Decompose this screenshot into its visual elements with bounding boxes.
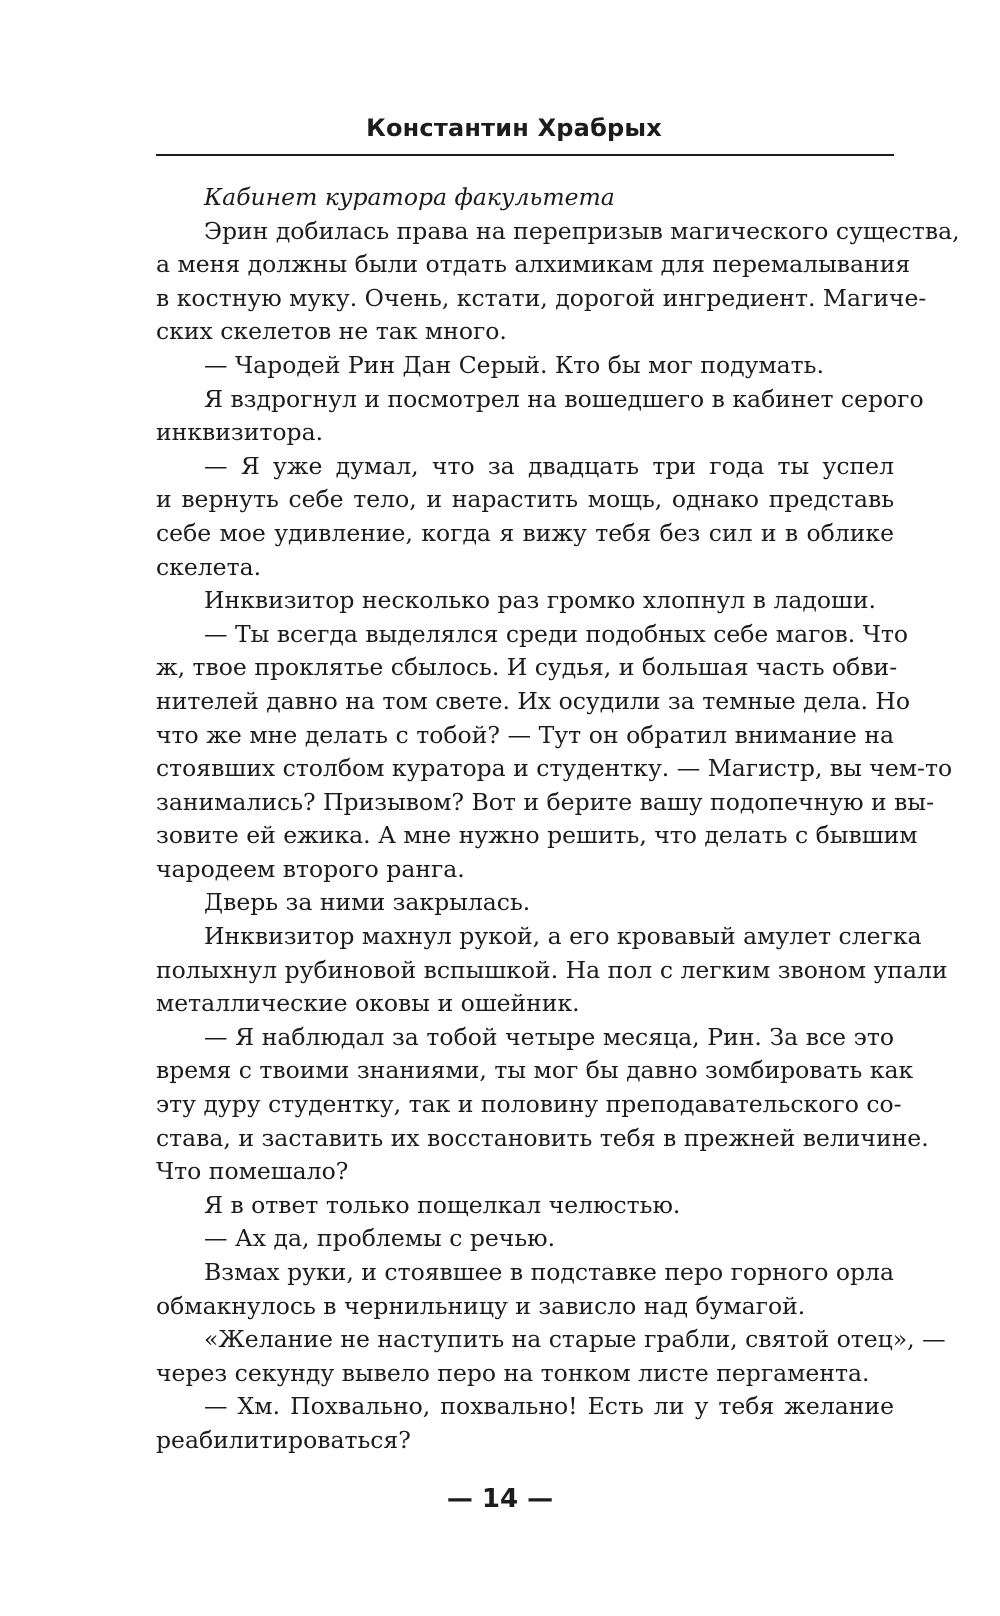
- text-line: что же мне делать с тобой? — Тут он обратил внимание на: [156, 720, 894, 749]
- running-header: [156, 110, 894, 156]
- text-line: Я вздрогнул и посмотрел на вошедшего в кабинет серого: [204, 384, 924, 413]
- text-line: через секунду вывело перо на тонком листе пергамента.: [156, 1358, 870, 1387]
- text-line: время с твоими знаниями, ты мог бы давно зомбировать как: [156, 1056, 914, 1085]
- text-line: Дверь за ними закрылась.: [204, 888, 531, 917]
- text-line: — Хм. Похвально, похвально! Есть ли у тебя желание: [204, 1392, 894, 1421]
- text-line: скелета.: [156, 552, 262, 581]
- text-line: чародеем второго ранга.: [156, 854, 465, 883]
- text-line: полыхнул рубиновой вспышкой. На пол с легким звоном упали: [156, 955, 948, 984]
- text-line: — Ах да, проблемы с речью.: [204, 1224, 556, 1253]
- text-line: а меня должны были отдать алхимикам для перемалывания: [156, 250, 911, 279]
- text-line: — Я наблюдал за тобой четыре месяца, Рин. За все это: [204, 1022, 894, 1051]
- author-name: Константин Храбрых: [366, 114, 662, 142]
- text-line: эту дуру студентку, так и половину преподавательского со-: [156, 1090, 902, 1119]
- text-line: — Чародей Рин Дан Серый. Кто бы мог подумать.: [204, 350, 824, 379]
- text-line: Эрин добилась права на перепризыв магического существа,: [204, 216, 960, 245]
- text-line: инквизитора.: [156, 418, 324, 447]
- text-line: и вернуть себе тело, и нарастить мощь, однако представь: [156, 485, 894, 514]
- text-line: ж, твое проклятье сбылось. И судья, и большая часть обви-: [156, 653, 898, 682]
- text-line: зовите ей ежика. А мне нужно решить, что делать с бывшим: [156, 821, 918, 850]
- text-line: металлические оковы и ошейник.: [156, 989, 580, 1018]
- page-number: — 14 —: [446, 1484, 554, 1514]
- text-line: занимались? Призывом? Вот и берите вашу подопечную и вы-: [156, 787, 935, 816]
- text-line: — Я уже думал, что за двадцать три года ты успел: [204, 451, 894, 480]
- text-line: ских скелетов не так много.: [156, 317, 507, 346]
- text-line: Что помешало?: [156, 1157, 349, 1186]
- text-line: стоявших столбом куратора и студентку. — Магистр, вы чем-то: [156, 754, 953, 783]
- text-line: Инквизитор махнул рукой, а его кровавый амулет слегка: [204, 922, 922, 951]
- text-line: себе мое удивление, когда я вижу тебя без сил и в облике: [156, 518, 894, 547]
- text-line: става, и заставить их восстановить тебя в прежней величине.: [156, 1123, 929, 1152]
- text-line: в костную муку. Очень, кстати, дорогой ингредиент. Магиче-: [156, 283, 927, 312]
- text-line: Инквизитор несколько раз громко хлопнул в ладоши.: [204, 586, 877, 615]
- scene-heading: Кабинет куратора факультета: [204, 183, 615, 211]
- text-line: реабилитироваться?: [156, 1425, 411, 1454]
- text-line: нителей давно на том свете. Их осудили за темные дела. Но: [156, 686, 911, 715]
- text-line: обмакнулось в чернильницу и зависло над бумагой.: [156, 1291, 806, 1320]
- text-line: Я в ответ только пощелкал челюстью.: [204, 1190, 681, 1219]
- text-line: Взмах руки, и стоявшее в подставке перо горного орла: [204, 1258, 894, 1286]
- text-line: — Ты всегда выделялся среди подобных себе магов. Что: [204, 619, 909, 648]
- page-body: [156, 181, 960, 1458]
- text-line: «Желание не наступить на старые грабли, святой отец», —: [204, 1325, 946, 1354]
